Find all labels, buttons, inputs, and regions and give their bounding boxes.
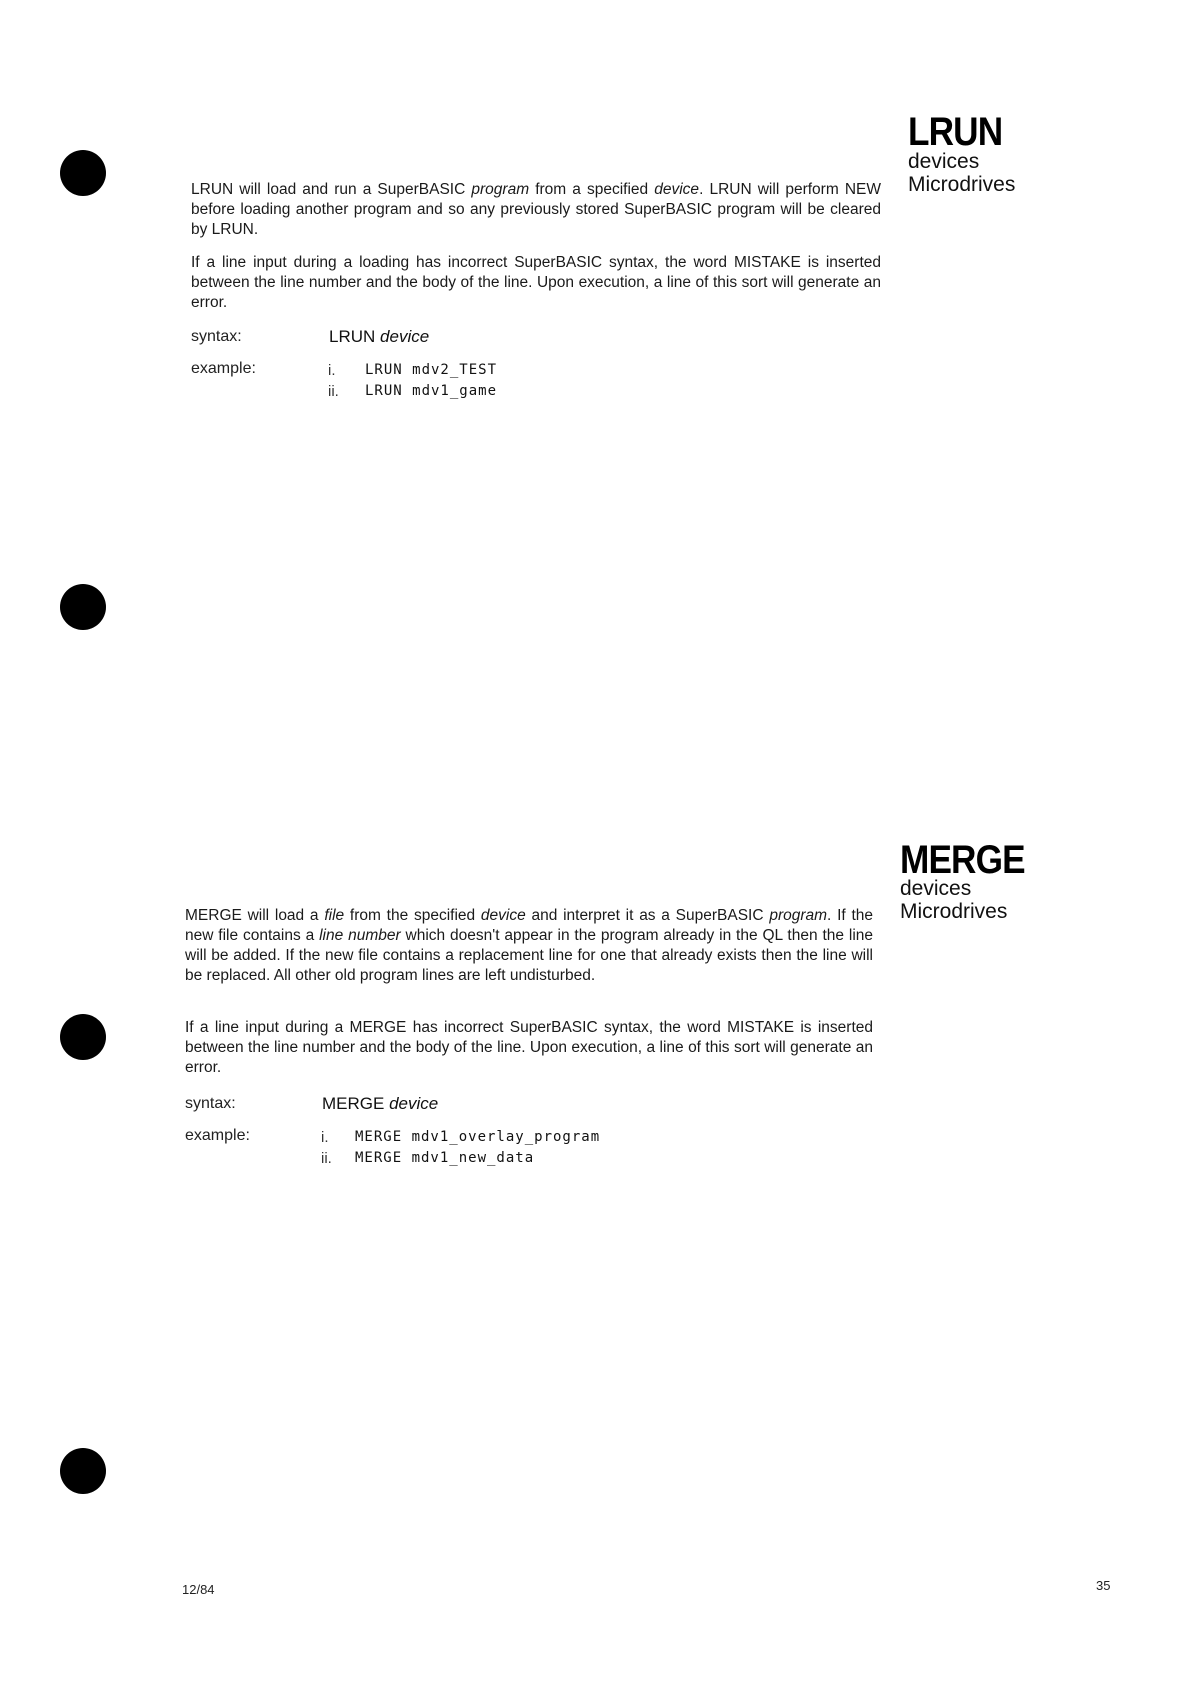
merge-example-2-code: MERGE mdv1_new_data: [355, 1150, 535, 1166]
merge-example-label: example:: [185, 1127, 250, 1144]
merge-syntax: MERGE device: [322, 1094, 439, 1113]
punch-hole-3: [60, 1014, 106, 1060]
lrun-example-2-num: ii.: [328, 383, 339, 400]
lrun-category: devices: [908, 150, 980, 173]
page-number: 35: [1096, 1578, 1111, 1593]
lrun-syntax: LRUN device: [329, 327, 430, 346]
punch-hole-1: [60, 150, 106, 196]
lrun-title: LRUN: [908, 110, 1003, 154]
lrun-description: LRUN will load and run a SuperBASIC program from a specified device. LRUN will perform NEW before loading another program and so any previously stored SuperBASIC program will be cleared by LRUN.: [191, 181, 886, 238]
lrun-example-1-num: i.: [328, 362, 336, 379]
lrun-subcategory: Microdrives: [908, 173, 1016, 196]
punch-hole-2: [60, 584, 106, 630]
footer-date: 12/84: [182, 1582, 215, 1597]
merge-example-2-num: ii.: [321, 1150, 332, 1167]
merge-subcategory: Microdrives: [900, 900, 1008, 923]
lrun-mistake-note: If a line input during a loading has incorrect SuperBASIC syntax, the word MISTAKE is inserted between the line number and the body of the line. Upon execution, a line of this sort will generate an error.: [191, 254, 881, 311]
lrun-example-1-code: LRUN mdv2_TEST: [365, 362, 498, 378]
merge-description: MERGE will load a file from the specified device and interpret it as a SuperBASIC program. If the new file contains a line number which doesn't appear in the program already in the QL then the line will be added. If the new file contains a replacement line for one that already exists then the line will be replaced. All other old program lines are left undisturbed.: [185, 907, 878, 984]
merge-title: MERGE: [900, 838, 1025, 882]
lrun-syntax-label: syntax:: [191, 328, 242, 345]
lrun-example-2-code: LRUN mdv1_game: [365, 383, 498, 399]
merge-category: devices: [900, 877, 972, 900]
merge-example-1-num: i.: [321, 1129, 329, 1146]
lrun-example-label: example:: [191, 360, 256, 377]
merge-example-1-code: MERGE mdv1_overlay_program: [355, 1129, 601, 1145]
merge-syntax-label: syntax:: [185, 1095, 236, 1112]
merge-mistake-note: If a line input during a MERGE has incorrect SuperBASIC syntax, the word MISTAKE is inserted between the line number and the body of the line. Upon execution, a line of this sort will generate an error.: [185, 1019, 873, 1076]
punch-hole-4: [60, 1448, 106, 1494]
